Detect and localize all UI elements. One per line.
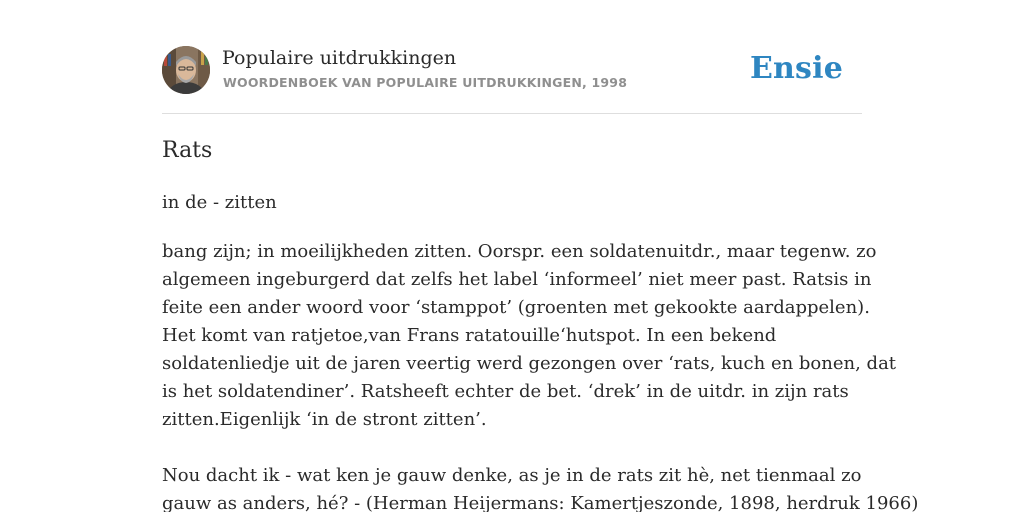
entry-title: Rats: [162, 138, 213, 163]
author-avatar[interactable]: [162, 46, 210, 94]
entry-definition: [162, 238, 919, 512]
source-header: [162, 46, 862, 96]
author-portrait-icon: [162, 46, 210, 94]
example-line: gauw as anders, hé? - (Herman Heijermans: Kamertjeszonde, 1898, herdruk 1966): [162, 493, 919, 512]
definition-line: feite een ander woord voor ‘stamppot’ (groenten met gekookte aardappelen).: [162, 297, 870, 318]
page: [162, 0, 919, 512]
definition-line: algemeen ingeburgerd dat zelfs het label ‘informeel’ niet meer past. Ratsis in: [162, 269, 872, 290]
header-divider: [162, 113, 862, 114]
definition-line: zitten.Eigenlijk ‘in de stront zitten’.: [162, 409, 487, 430]
source-subtitle: WOORDENBOEK VAN POPULAIRE UITDRUKKINGEN, 1998: [223, 75, 628, 90]
entry-expression: in de - zitten: [162, 192, 277, 213]
ensie-logo[interactable]: Ensie: [749, 51, 843, 86]
definition-line: Het komt van ratjetoe,van Frans ratatouille‘hutspot. In een bekend: [162, 325, 777, 346]
definition-line: bang zijn; in moeilijkheden zitten. Oorspr. een soldatenuitdr., maar tegenw. zo: [162, 241, 877, 262]
paragraph-spacer: [162, 434, 862, 462]
source-title[interactable]: Populaire uitdrukkingen: [222, 47, 457, 69]
definition-line: is het soldatendiner’. Ratsheeft echter de bet. ‘drek’ in de uitdr. in zijn rats: [162, 381, 849, 402]
definition-line: soldatenliedje uit de jaren veertig werd gezongen over ‘rats, kuch en bonen, dat: [162, 353, 897, 374]
example-line: Nou dacht ik - wat ken je gauw denke, as je in de rats zit hè, net tienmaal zo: [162, 465, 862, 486]
